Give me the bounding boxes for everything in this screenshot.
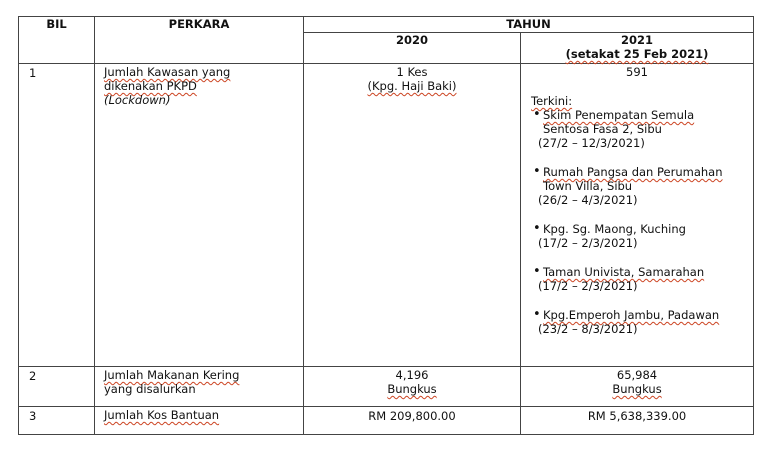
header-tahun: TAHUN [304, 17, 754, 33]
desc-line: yang disalurkan [104, 382, 196, 396]
value-line: (Kpg. Haji Baki) [367, 79, 457, 93]
header-bil: BIL [19, 17, 95, 64]
value-2021 [521, 64, 754, 367]
row-number: 3 [19, 407, 95, 435]
value-2021-total: 591 [626, 65, 648, 79]
header-perkara: PERKARA [95, 17, 304, 64]
data-table [18, 16, 754, 435]
row-description [95, 64, 304, 367]
row-number: 1 [19, 64, 95, 367]
value-line: Bungkus [387, 382, 437, 396]
row-number: 2 [19, 367, 95, 407]
desc-line: Jumlah Kos Bantuan [104, 408, 220, 422]
value-2021 [521, 367, 754, 407]
list-item: • Taman Univista, Samarahan (17/2 – 2/3/2021) [531, 265, 753, 293]
value-2021: RM 5,638,339.00 [521, 407, 754, 435]
row-description [95, 407, 304, 435]
list-item: • Kpg.Emperoh Jambu, Padawan (23/2 – 8/3/2021) [531, 308, 753, 336]
report-table-container [18, 16, 753, 435]
table-row [19, 367, 754, 407]
list-item: • Rumah Pangsa dan Perumahan Town Villa, Sibu (26/2 – 4/3/2021) [531, 165, 753, 207]
value-line: 1 Kes [396, 65, 428, 79]
value-2020 [304, 64, 521, 367]
value-line: Bungkus [612, 382, 662, 396]
value-line: 4,196 [395, 368, 429, 382]
header-2021-label: 2021 [621, 33, 654, 47]
value-2020: RM 209,800.00 [304, 407, 521, 435]
table-row [19, 64, 754, 367]
header-2021-note: (setakat 25 Feb 2021) [565, 47, 709, 61]
terkini-label: Terkini: [531, 94, 573, 108]
value-line: 65,984 [616, 368, 658, 382]
desc-line: Jumlah Makanan Kering [104, 368, 240, 382]
desc-line: dikenakan PKPD [104, 79, 197, 93]
desc-line: Jumlah Kawasan yang [104, 65, 231, 79]
value-2020 [304, 367, 521, 407]
list-item: • Skim Penempatan Semula Sentosa Fasa 2, Sibu (27/2 – 12/3/2021) [531, 108, 753, 150]
row-description [95, 367, 304, 407]
header-2020-label: 2020 [395, 33, 428, 47]
table-row [19, 407, 754, 435]
header-2020 [304, 33, 521, 64]
lockdown-list [531, 108, 753, 336]
table-header-row [19, 17, 754, 33]
header-2021 [521, 33, 754, 64]
desc-line: (Lockdown) [104, 93, 171, 107]
list-item: • Kpg. Sg. Maong, Kuching (17/2 – 2/3/2021) [531, 222, 753, 250]
